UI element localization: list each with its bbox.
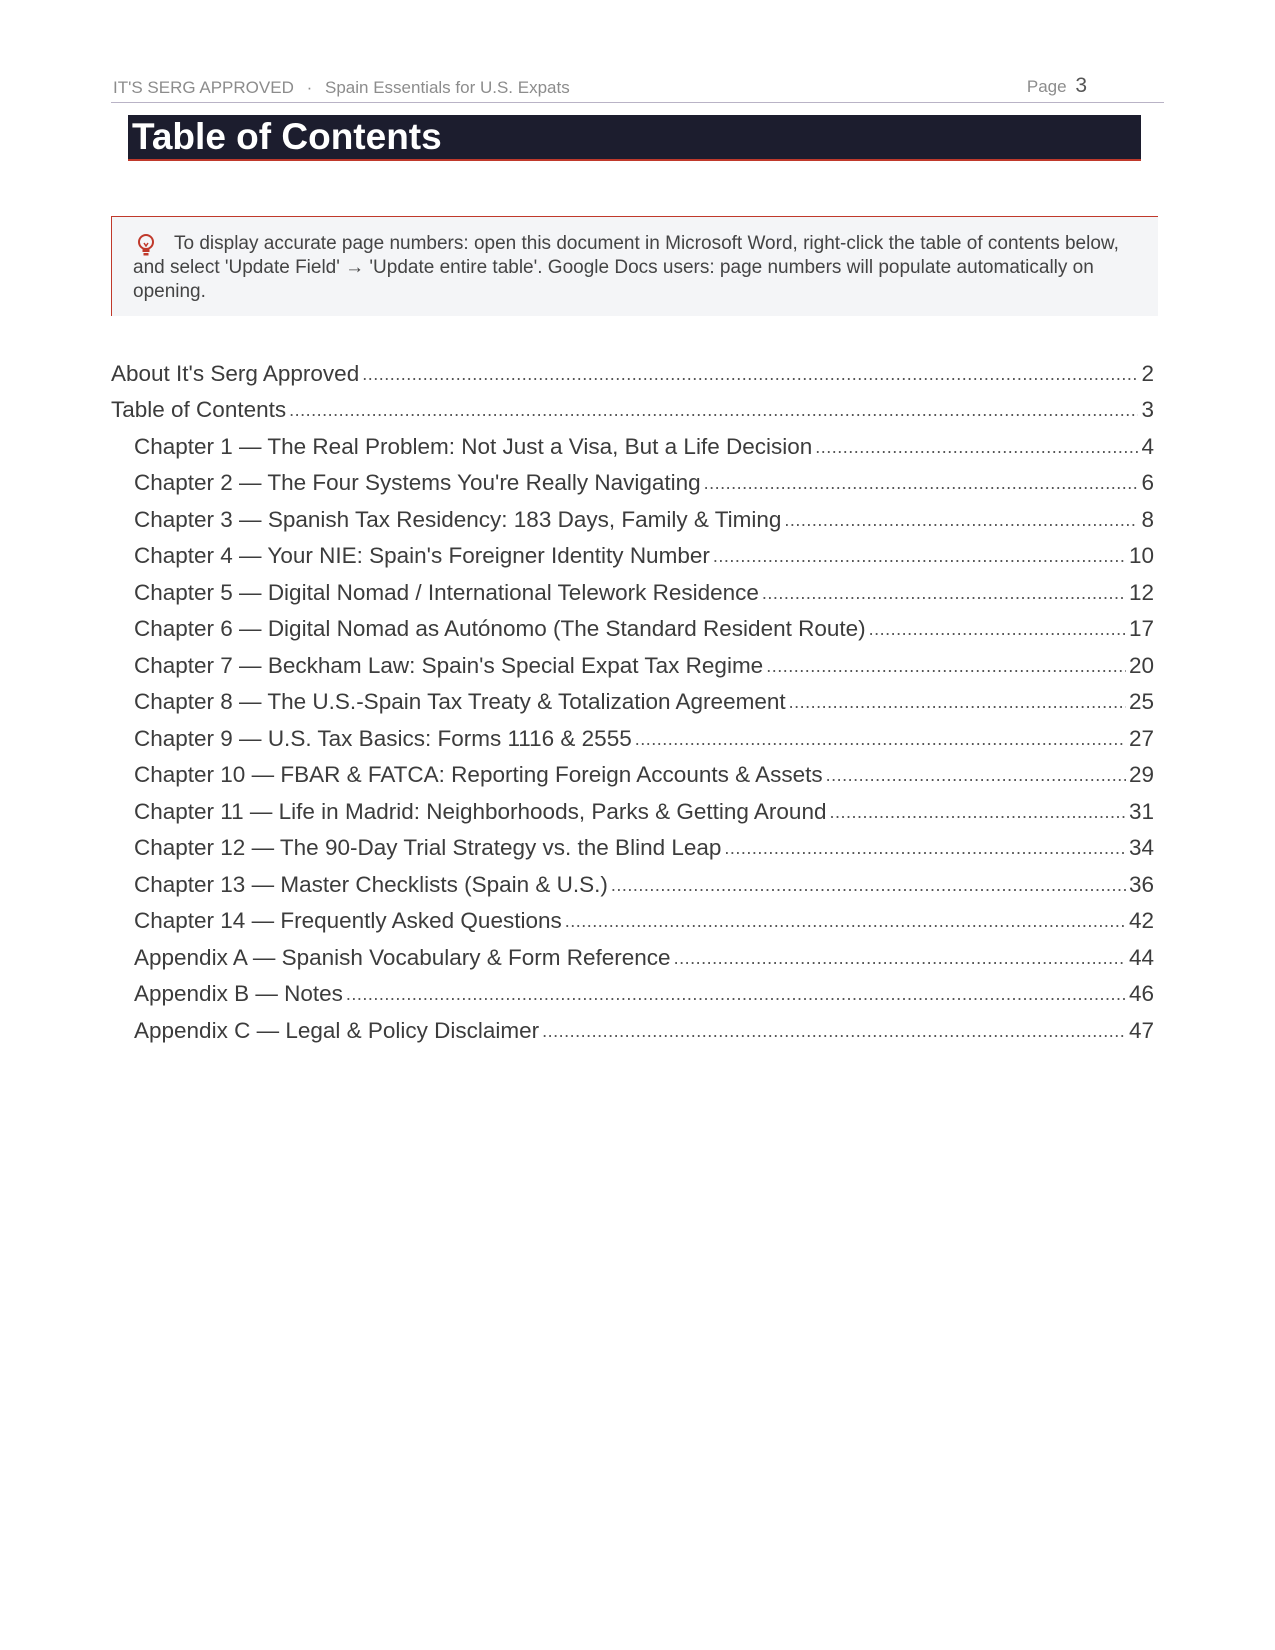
toc-entry-label: Appendix B — Notes — [134, 981, 343, 1006]
toc-entry-page-number: 36 — [1128, 871, 1154, 897]
toc-dot-leader — [766, 651, 1126, 681]
toc-entry-page-number: 6 — [1141, 470, 1154, 495]
toc-entry-page-number: 29 — [1128, 762, 1154, 787]
toc-entry[interactable] — [111, 900, 1154, 937]
toc-entry-page-number: 17 — [1128, 616, 1154, 641]
toc-entry[interactable] — [111, 681, 1154, 718]
toc-entry[interactable] — [111, 973, 1154, 1010]
header-page-number: 3 — [1075, 74, 1087, 97]
toc-dot-leader — [789, 687, 1126, 717]
toc-entry[interactable] — [111, 462, 1154, 499]
toc-entry-label: Table of Contents — [111, 397, 287, 422]
toc-entry[interactable] — [111, 717, 1154, 754]
toc-entry-label: Appendix C — Legal & Policy Disclaimer — [134, 1017, 540, 1043]
toc-dot-leader — [869, 614, 1126, 644]
toc-entry-label: Chapter 5 — Digital Nomad / International Telework Residence — [134, 579, 759, 605]
toc-dot-leader — [362, 359, 1138, 389]
header-separator: · — [306, 78, 313, 97]
header-page-label: Page — [1026, 77, 1067, 96]
toc-entry[interactable] — [111, 1009, 1154, 1046]
toc-entry-label: Chapter 9 — U.S. Tax Basics: Forms 1116 & 2555 — [134, 725, 632, 751]
table-of-contents — [111, 352, 1154, 1046]
toc-dot-leader — [762, 578, 1126, 608]
toc-entry[interactable] — [111, 498, 1154, 535]
toc-entry[interactable] — [111, 790, 1154, 827]
toc-entry-page-number: 31 — [1128, 798, 1154, 824]
toc-entry-page-number: 8 — [1141, 506, 1154, 532]
toc-dot-leader — [289, 395, 1138, 425]
toc-entry[interactable] — [111, 389, 1154, 426]
note-box — [111, 216, 1158, 316]
toc-dot-leader — [346, 979, 1126, 1009]
toc-entry[interactable] — [111, 608, 1154, 645]
toc-entry-label: Chapter 8 — The U.S.-Spain Tax Treaty & Totalization Agreement — [134, 689, 786, 714]
toc-entry-label: Chapter 4 — Your NIE: Spain's Foreigner Identity Number — [134, 543, 710, 568]
running-header — [111, 74, 1164, 103]
toc-entry-label: Chapter 13 — Master Checklists (Spain & U.S.) — [134, 871, 608, 897]
toc-entry-label: Chapter 12 — The 90-Day Trial Strategy vs. the Blind Leap — [134, 835, 722, 860]
toc-entry[interactable] — [111, 644, 1154, 681]
toc-entry-page-number: 20 — [1128, 652, 1154, 678]
toc-dot-leader — [704, 468, 1139, 498]
toc-entry-page-number: 42 — [1128, 908, 1154, 933]
toc-entry-page-number: 3 — [1141, 397, 1154, 422]
toc-entry[interactable] — [111, 535, 1154, 572]
header-page — [1027, 74, 1087, 98]
toc-entry-page-number: 34 — [1128, 835, 1154, 860]
toc-entry-page-number: 44 — [1128, 944, 1154, 970]
toc-entry-page-number: 47 — [1128, 1017, 1154, 1043]
toc-dot-leader — [815, 432, 1138, 462]
header-doc-title: Spain Essentials for U.S. Expats — [325, 78, 570, 97]
toc-entry-page-number: 46 — [1128, 981, 1154, 1006]
toc-entry-label: Chapter 7 — Beckham Law: Spain's Special Expat Tax Regime — [134, 652, 764, 678]
toc-entry[interactable] — [111, 936, 1154, 973]
toc-entry[interactable] — [111, 863, 1154, 900]
toc-entry-label: Chapter 1 — The Real Problem: Not Just a Visa, But a Life Decision — [134, 433, 813, 459]
toc-dot-leader — [784, 505, 1138, 535]
toc-entry-label: Chapter 3 — Spanish Tax Residency: 183 Days, Family & Timing — [134, 506, 782, 532]
header-brand: IT'S SERG APPROVED — [113, 78, 294, 97]
toc-entry[interactable] — [111, 571, 1154, 608]
toc-entry-label: Appendix A — Spanish Vocabulary & Form Reference — [134, 944, 671, 970]
toc-dot-leader — [826, 760, 1126, 790]
toc-dot-leader — [724, 833, 1126, 863]
toc-entry[interactable] — [111, 352, 1154, 389]
toc-entry[interactable] — [111, 754, 1154, 791]
toc-entry-page-number: 25 — [1128, 689, 1154, 714]
toc-dot-leader — [542, 1016, 1126, 1046]
toc-entry-page-number: 2 — [1141, 360, 1154, 386]
toc-dot-leader — [674, 943, 1126, 973]
toc-entry[interactable] — [111, 425, 1154, 462]
toc-entry-label: Chapter 10 — FBAR & FATCA: Reporting Foreign Accounts & Assets — [134, 762, 823, 787]
toc-entry-page-number: 12 — [1128, 579, 1154, 605]
toc-entry[interactable] — [111, 827, 1154, 864]
toc-dot-leader — [829, 797, 1126, 827]
page-title: Table of Contents — [132, 116, 442, 157]
toc-dot-leader — [565, 906, 1126, 936]
toc-entry-label: Chapter 14 — Frequently Asked Questions — [134, 908, 562, 933]
toc-dot-leader — [611, 870, 1126, 900]
toc-entry-page-number: 10 — [1128, 543, 1154, 568]
toc-entry-label: Chapter 11 — Life in Madrid: Neighborhoods, Parks & Getting Around — [134, 798, 827, 824]
toc-entry-page-number: 27 — [1128, 725, 1154, 751]
header-left — [113, 78, 570, 98]
toc-entry-label: About It's Serg Approved — [111, 360, 360, 386]
title-bar — [128, 115, 1141, 161]
toc-entry-label: Chapter 6 — Digital Nomad as Autónomo (The Standard Resident Route) — [134, 616, 866, 641]
note-text: To display accurate page numbers: open this document in Microsoft Word, right-click the table of contents below, and select 'Update Field' → 'Update entire table'. Google Docs users: page numbers will populate automatically on opening. — [133, 233, 1119, 302]
toc-entry-label: Chapter 2 — The Four Systems You're Really Navigating — [134, 470, 701, 495]
toc-dot-leader — [635, 724, 1126, 754]
toc-dot-leader — [713, 541, 1126, 571]
toc-entry-page-number: 4 — [1141, 433, 1154, 459]
